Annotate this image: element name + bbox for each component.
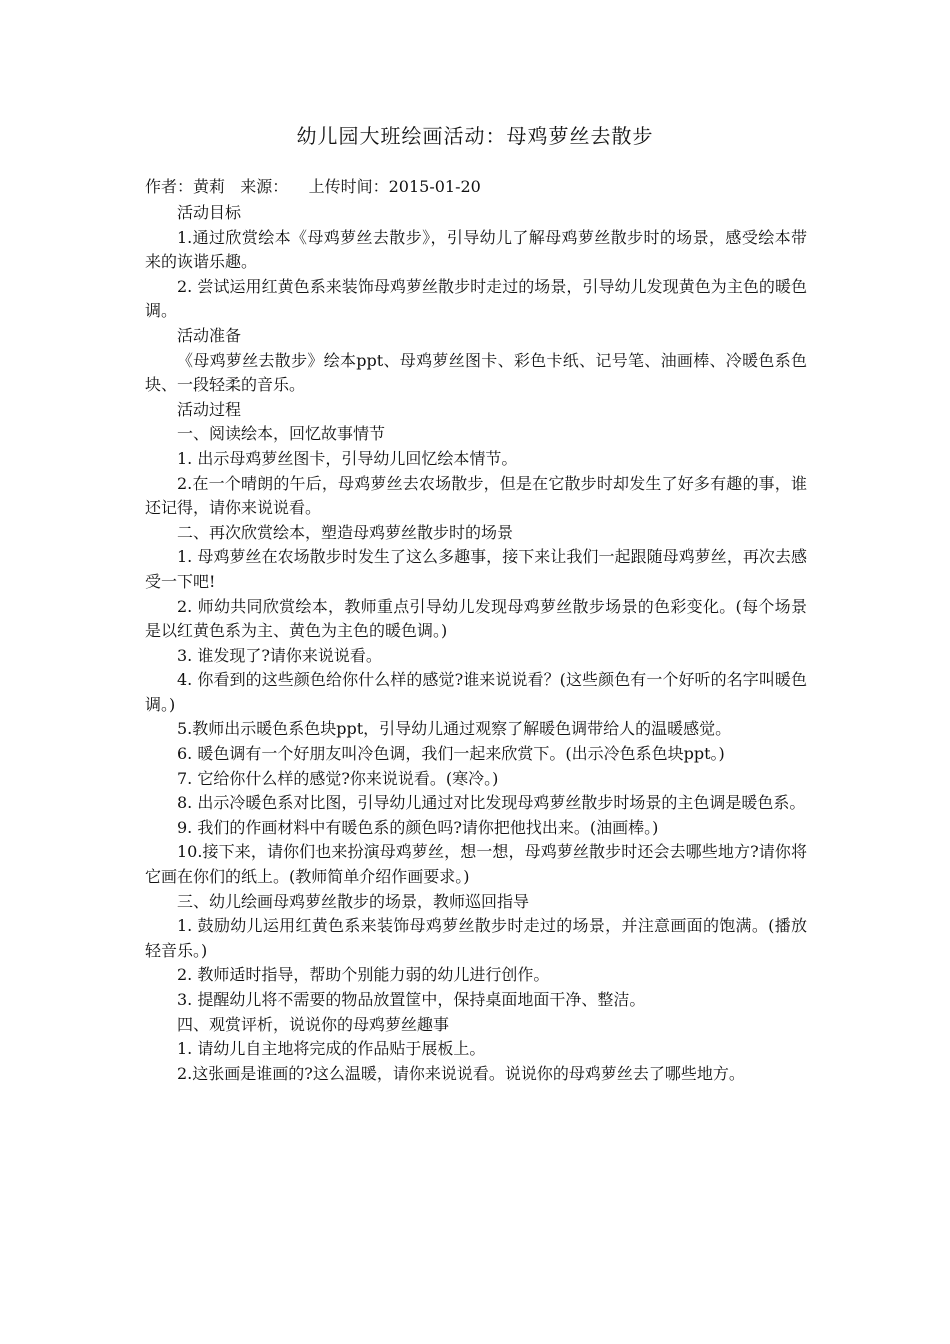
- paragraph: 3. 提醒幼儿将不需要的物品放置筐中，保持桌面地面干净、整洁。: [177, 990, 646, 1009]
- paragraph: 3. 谁发现了?请你来说说看。: [177, 645, 382, 665]
- paragraph: 1. 母鸡萝丝在农场散步时发生了这么多趣事，接下来让我们一起跟随母鸡萝丝，再次去感受一下吧!: [145, 547, 807, 591]
- paragraph: 6. 暖色调有一个好朋友叫冷色调，我们一起来欣赏下。(出示冷色系色块ppt。): [177, 744, 725, 764]
- paragraph: 9. 我们的作画材料中有暖色系的颜色吗?请你把他找出来。(油画棒。): [177, 817, 659, 837]
- section-heading-preparation: 活动准备: [177, 325, 242, 345]
- paragraph: 2. 师幼共同欣赏绘本，教师重点引导幼儿发现母鸡萝丝散步场景的色彩变化。(每个场景是以红黄色系为主、黄色为主色的暖色调。): [145, 596, 807, 641]
- paragraph: 《母鸡萝丝去散步》绘本ppt、母鸡萝丝图卡、彩色卡纸、记号笔、油画棒、冷暖色系色块、一段轻柔的音乐。: [145, 350, 807, 395]
- paragraph: 1. 请幼儿自主地将完成的作品贴于展板上。: [177, 1039, 486, 1059]
- paragraph: 1.通过欣赏绘本《母鸡萝丝去散步》，引导幼儿了解母鸡萝丝散步时的场景，感受绘本带来的诙谐乐趣。: [145, 227, 807, 272]
- paragraph: 1. 出示母鸡萝丝图卡，引导幼儿回忆绘本情节。: [177, 448, 518, 468]
- paragraph: 2. 教师适时指导，帮助个别能力弱的幼儿进行创作。: [177, 965, 550, 985]
- paragraph: 4. 你看到的这些颜色给你什么样的感觉?谁来说说看？(这些颜色有一个好听的名字叫暖色调。): [145, 670, 807, 714]
- paragraph: 2.这张画是谁画的?这么温暖，请你来说说看。说说你的母鸡萝丝去了哪些地方。: [177, 1063, 745, 1083]
- paragraph: 1. 鼓励幼儿运用红黄色系来装饰母鸡萝丝散步时走过的场景，并注意画面的饱满。(播放轻音乐。): [145, 916, 807, 960]
- section-heading-process: 活动过程: [177, 399, 242, 419]
- paragraph: 2.在一个晴朗的午后，母鸡萝丝去农场散步，但是在它散步时却发生了好多有趣的事，谁还记得，请你来说说看。: [145, 473, 807, 518]
- subsection-heading: 四、观赏评析，说说你的母鸡萝丝趣事: [177, 1014, 450, 1034]
- paragraph: 7. 它给你什么样的感觉?你来说说看。(寒冷。): [177, 768, 499, 788]
- document-body: [145, 201, 807, 1086]
- subsection-heading: 三、幼儿绘画母鸡萝丝散步的场景，教师巡回指导: [177, 891, 530, 911]
- paragraph: 10.接下来，请你们也来扮演母鸡萝丝，想一想，母鸡萝丝散步时还会去哪些地方?请你将它画在你们的纸上。(教师简单介绍作画要求。): [145, 842, 807, 887]
- subsection-heading: 一、阅读绘本，回忆故事情节: [177, 424, 386, 444]
- paragraph: 8. 出示冷暖色系对比图，引导幼儿通过对比发现母鸡萝丝散步时场景的主色调是暖色系。: [177, 793, 806, 813]
- paragraph: 5.教师出示暖色系色块ppt，引导幼儿通过观察了解暖色调带给人的温暖感觉。: [177, 719, 732, 739]
- section-heading-goals: 活动目标: [177, 203, 242, 222]
- document-meta: 作者：黄莉 来源： 上传时间：2015-01-20: [145, 177, 481, 196]
- document-title: 幼儿园大班绘画活动：母鸡萝丝去散步: [296, 124, 654, 148]
- paragraph: 2. 尝试运用红黄色系来装饰母鸡萝丝散步时走过的场景，引导幼儿发现黄色为主色的暖色调。: [145, 276, 807, 321]
- subsection-heading: 二、再次欣赏绘本，塑造母鸡萝丝散步时的场景: [177, 522, 514, 542]
